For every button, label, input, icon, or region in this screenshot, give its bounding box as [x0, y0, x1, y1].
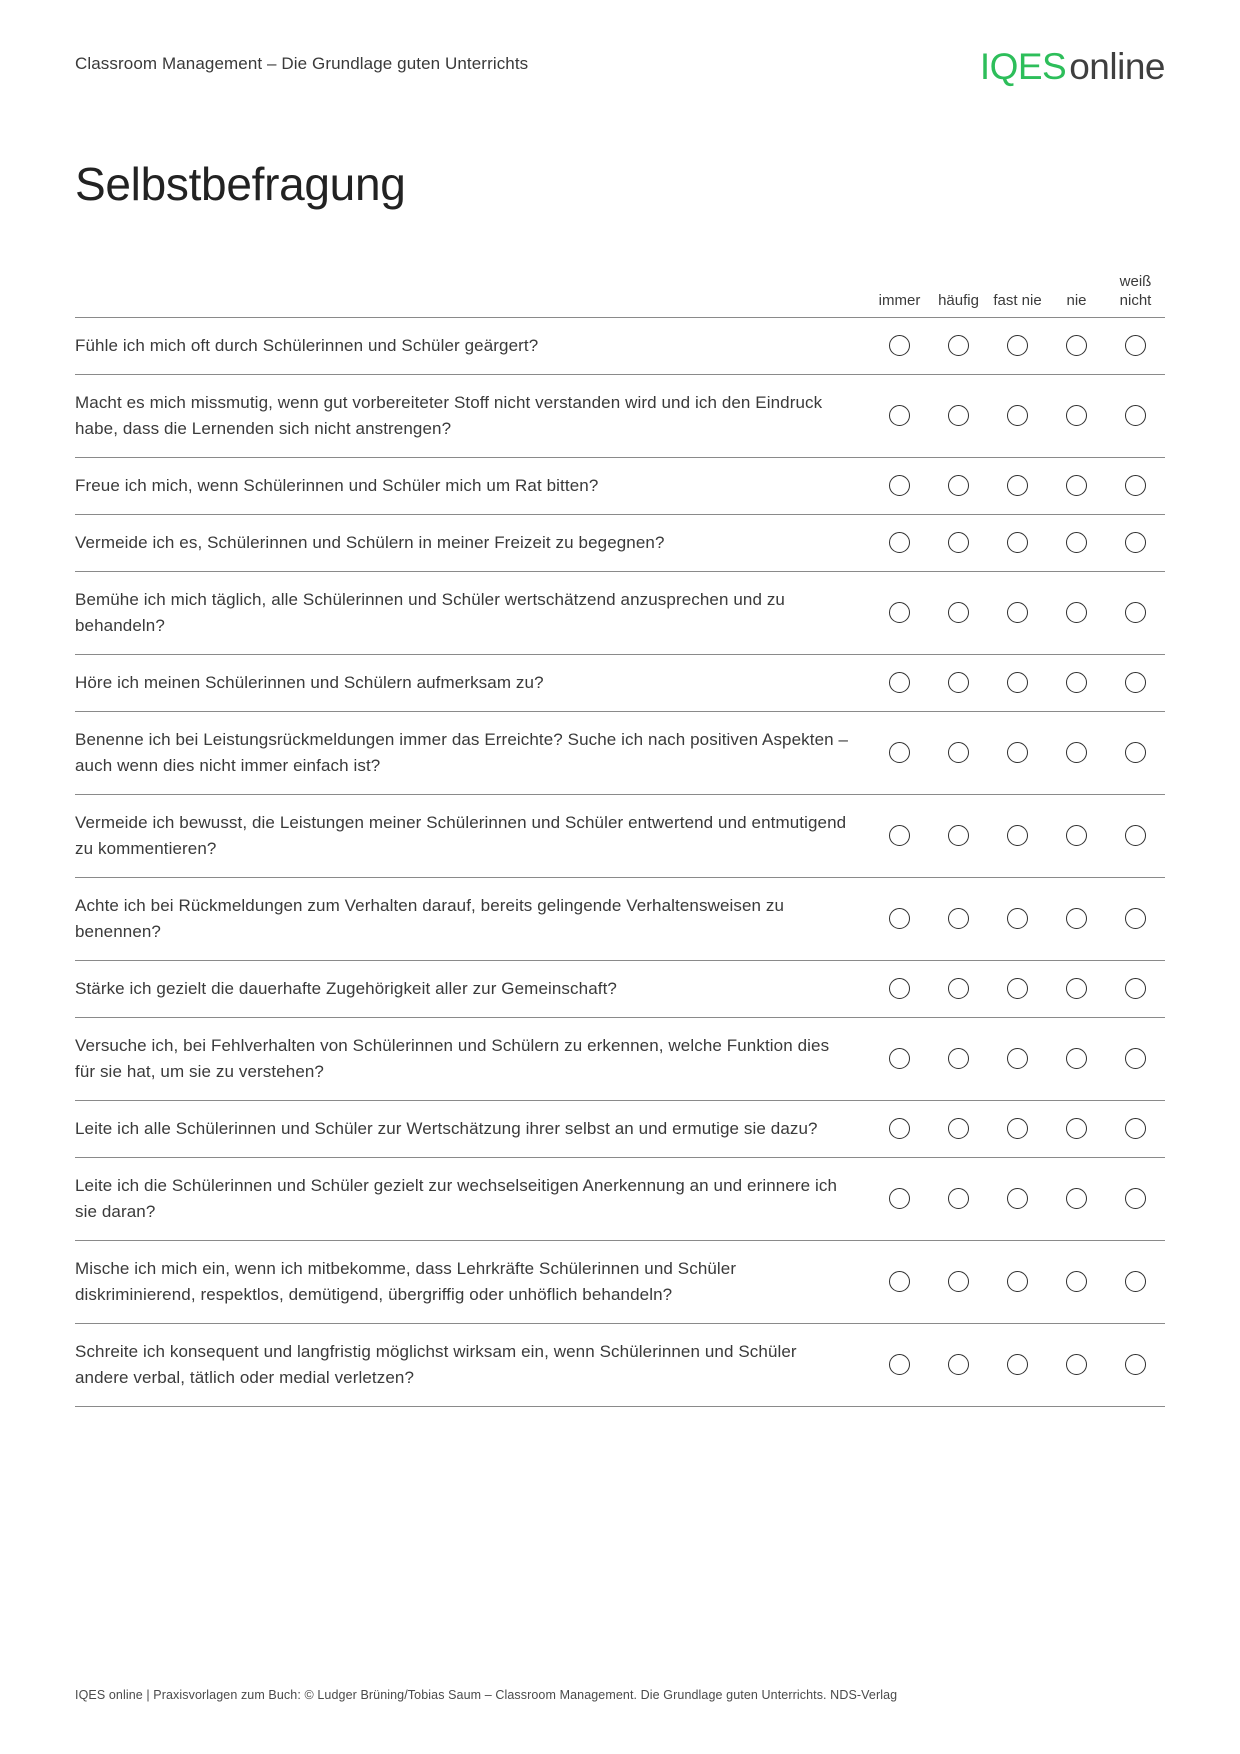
radio-circle[interactable]	[1125, 672, 1146, 693]
answer-cell-immer	[870, 405, 929, 426]
answer-cell-nie	[1047, 825, 1106, 846]
answer-cell-h-ufig	[929, 825, 988, 846]
radio-circle[interactable]	[1007, 978, 1028, 999]
radio-circle[interactable]	[1007, 475, 1028, 496]
answer-cell-h-ufig	[929, 908, 988, 929]
radio-circle[interactable]	[1007, 1188, 1028, 1209]
answer-cell-immer	[870, 1048, 929, 1069]
radio-circle[interactable]	[948, 405, 969, 426]
radio-circle[interactable]	[1007, 335, 1028, 356]
answer-cell-wei-nicht	[1106, 1188, 1165, 1209]
answer-cell-immer	[870, 825, 929, 846]
table-row	[75, 655, 1165, 712]
radio-circle[interactable]	[889, 742, 910, 763]
radio-circle[interactable]	[1007, 1354, 1028, 1375]
answer-cell-immer	[870, 742, 929, 763]
scale-label-fast-nie: fast nie	[993, 291, 1042, 309]
table-row	[75, 318, 1165, 375]
radio-circle[interactable]	[1007, 1048, 1028, 1069]
radio-circle[interactable]	[1125, 405, 1146, 426]
radio-circle[interactable]	[948, 602, 969, 623]
answer-cell-h-ufig	[929, 475, 988, 496]
table-row	[75, 878, 1165, 961]
radio-circle[interactable]	[948, 908, 969, 929]
table-row	[75, 458, 1165, 515]
answer-cell-h-ufig	[929, 1354, 988, 1375]
question-text: Stärke ich gezielt die dauerhafte Zugehörigkeit aller zur Gemeinschaft?	[75, 978, 617, 998]
radio-circle[interactable]	[1125, 742, 1146, 763]
answer-cell-fast-nie	[988, 672, 1047, 693]
radio-circle[interactable]	[1007, 1271, 1028, 1292]
answer-cell-nie	[1047, 672, 1106, 693]
answer-cell-h-ufig	[929, 335, 988, 356]
radio-circle[interactable]	[1066, 825, 1087, 846]
answer-cell-h-ufig	[929, 532, 988, 553]
radio-circle[interactable]	[1125, 1118, 1146, 1139]
radio-circle[interactable]	[1125, 908, 1146, 929]
radio-circle[interactable]	[948, 335, 969, 356]
answer-cell-wei-nicht	[1106, 335, 1165, 356]
radio-circle[interactable]	[948, 742, 969, 763]
answer-cell-immer	[870, 908, 929, 929]
answer-cell-wei-nicht	[1106, 672, 1165, 693]
answer-cell-fast-nie	[988, 602, 1047, 623]
radio-circle[interactable]	[889, 1048, 910, 1069]
radio-circle[interactable]	[1007, 825, 1028, 846]
answer-cell-fast-nie	[988, 335, 1047, 356]
radio-circle[interactable]	[1125, 602, 1146, 623]
radio-circle[interactable]	[1066, 1048, 1087, 1069]
answer-cell-wei-nicht	[1106, 602, 1165, 623]
answer-cell-h-ufig	[929, 1188, 988, 1209]
answer-cell-immer	[870, 532, 929, 553]
table-row	[75, 375, 1165, 458]
radio-circle[interactable]	[889, 602, 910, 623]
answer-cell-nie	[1047, 1271, 1106, 1292]
answer-cell-fast-nie	[988, 405, 1047, 426]
radio-circle[interactable]	[889, 1188, 910, 1209]
radio-circle[interactable]	[1066, 405, 1087, 426]
radio-circle[interactable]	[1007, 405, 1028, 426]
answer-cell-wei-nicht	[1106, 978, 1165, 999]
answer-cell-h-ufig	[929, 405, 988, 426]
logo-text-online: online	[1069, 46, 1165, 87]
iqes-online-logo	[980, 48, 1165, 85]
answer-cell-h-ufig	[929, 1271, 988, 1292]
radio-circle[interactable]	[1066, 602, 1087, 623]
answer-cell-fast-nie	[988, 978, 1047, 999]
radio-circle[interactable]	[889, 978, 910, 999]
answer-cell-wei-nicht	[1106, 1048, 1165, 1069]
answer-cell-immer	[870, 602, 929, 623]
answer-cell-h-ufig	[929, 602, 988, 623]
answer-cell-h-ufig	[929, 1118, 988, 1139]
radio-circle[interactable]	[948, 1188, 969, 1209]
answer-cell-fast-nie	[988, 1271, 1047, 1292]
radio-circle[interactable]	[948, 978, 969, 999]
page-title: Selbstbefragung	[75, 158, 406, 210]
answer-cell-nie	[1047, 602, 1106, 623]
radio-circle[interactable]	[889, 1271, 910, 1292]
radio-circle[interactable]	[1066, 742, 1087, 763]
question-text: Versuche ich, bei Fehlverhalten von Schülerinnen und Schülern zu erkennen, welche Funktion dies für sie hat, um sie zu verstehen?	[75, 1035, 830, 1081]
radio-circle[interactable]	[1125, 1188, 1146, 1209]
table-row	[75, 1101, 1165, 1158]
document-topbar	[75, 48, 1165, 85]
answer-cell-h-ufig	[929, 672, 988, 693]
answer-cell-immer	[870, 475, 929, 496]
answer-cell-h-ufig	[929, 978, 988, 999]
radio-circle[interactable]	[1066, 1271, 1087, 1292]
answer-cell-nie	[1047, 908, 1106, 929]
radio-circle[interactable]	[1066, 1188, 1087, 1209]
radio-circle[interactable]	[1125, 532, 1146, 553]
answer-cell-wei-nicht	[1106, 825, 1165, 846]
radio-circle[interactable]	[1007, 908, 1028, 929]
radio-circle[interactable]	[889, 1118, 910, 1139]
table-row	[75, 1158, 1165, 1241]
answer-cell-fast-nie	[988, 1354, 1047, 1375]
answer-cell-nie	[1047, 1354, 1106, 1375]
answer-cell-nie	[1047, 405, 1106, 426]
radio-circle[interactable]	[889, 405, 910, 426]
radio-circle[interactable]	[1125, 475, 1146, 496]
survey-table	[75, 273, 1165, 1407]
question-text: Höre ich meinen Schülerinnen und Schülern aufmerksam zu?	[75, 672, 544, 692]
scale-label-immer: immer	[878, 291, 921, 309]
radio-circle[interactable]	[948, 475, 969, 496]
table-row	[75, 1324, 1165, 1407]
radio-circle[interactable]	[948, 1271, 969, 1292]
scale-label-nie: nie	[1066, 291, 1087, 309]
radio-circle[interactable]	[1125, 1048, 1146, 1069]
radio-circle[interactable]	[1066, 672, 1087, 693]
radio-circle[interactable]	[889, 335, 910, 356]
answer-cell-fast-nie	[988, 532, 1047, 553]
answer-cell-immer	[870, 1118, 929, 1139]
answer-cell-fast-nie	[988, 825, 1047, 846]
question-text: Achte ich bei Rückmeldungen zum Verhalten darauf, bereits gelingende Verhaltensweisen zu benennen?	[75, 895, 785, 941]
radio-circle[interactable]	[948, 1048, 969, 1069]
radio-circle[interactable]	[1125, 978, 1146, 999]
question-text: Bemühe ich mich täglich, alle Schülerinnen und Schüler wertschätzend anzusprechen und zu behandeln?	[75, 589, 785, 635]
radio-circle[interactable]	[1007, 742, 1028, 763]
radio-circle[interactable]	[1066, 1354, 1087, 1375]
footer-text: IQES online | Praxisvorlagen zum Buch: © Ludger Brüning/Tobias Saum – Classroom Management. Die Grundlage guten Unterrichts. NDS-Verlag	[75, 1688, 898, 1702]
radio-circle[interactable]	[948, 532, 969, 553]
question-text: Leite ich alle Schülerinnen und Schüler zur Wertschätzung ihrer selbst an und ermutige sie dazu?	[75, 1118, 818, 1138]
table-row	[75, 712, 1165, 795]
table-row	[75, 1241, 1165, 1324]
radio-circle[interactable]	[889, 475, 910, 496]
radio-circle[interactable]	[1007, 672, 1028, 693]
answer-cell-nie	[1047, 532, 1106, 553]
radio-circle[interactable]	[889, 908, 910, 929]
answer-cell-fast-nie	[988, 475, 1047, 496]
answer-cell-wei-nicht	[1106, 475, 1165, 496]
answer-cell-wei-nicht	[1106, 1271, 1165, 1292]
radio-circle[interactable]	[1007, 602, 1028, 623]
answer-cell-immer	[870, 1271, 929, 1292]
question-text: Vermeide ich bewusst, die Leistungen meiner Schülerinnen und Schüler entwertend und entmutigend zu kommentieren?	[75, 812, 847, 858]
radio-circle[interactable]	[1125, 1354, 1146, 1375]
answer-cell-wei-nicht	[1106, 532, 1165, 553]
answer-cell-fast-nie	[988, 1188, 1047, 1209]
radio-circle[interactable]	[889, 825, 910, 846]
answer-cell-h-ufig	[929, 1048, 988, 1069]
document-header-text: Classroom Management – Die Grundlage guten Unterrichts	[75, 54, 529, 73]
radio-circle[interactable]	[1066, 335, 1087, 356]
answer-cell-nie	[1047, 335, 1106, 356]
answer-cell-h-ufig	[929, 742, 988, 763]
radio-circle[interactable]	[1066, 1118, 1087, 1139]
survey-table-header	[75, 273, 1165, 318]
question-text: Schreite ich konsequent und langfristig möglichst wirksam ein, wenn Schülerinnen und Schüler andere verbal, tätlich oder medial verletzen?	[75, 1341, 797, 1387]
table-row	[75, 572, 1165, 655]
radio-circle[interactable]	[948, 672, 969, 693]
survey-table-body	[75, 318, 1165, 1407]
radio-circle[interactable]	[1007, 532, 1028, 553]
table-row	[75, 795, 1165, 878]
radio-circle[interactable]	[1125, 335, 1146, 356]
question-text: Leite ich die Schülerinnen und Schüler gezielt zur wechselseitigen Anerkennung an und erinnere ich sie daran?	[75, 1175, 838, 1221]
answer-cell-nie	[1047, 1118, 1106, 1139]
radio-circle[interactable]	[1007, 1118, 1028, 1139]
answer-cell-nie	[1047, 475, 1106, 496]
answer-cell-immer	[870, 1188, 929, 1209]
question-text: Vermeide ich es, Schülerinnen und Schülern in meiner Freizeit zu begegnen?	[75, 532, 665, 552]
radio-circle[interactable]	[889, 1354, 910, 1375]
scale-label-h-ufig: häufig	[938, 291, 979, 309]
answer-cell-wei-nicht	[1106, 1118, 1165, 1139]
answer-cell-nie	[1047, 1048, 1106, 1069]
radio-circle[interactable]	[948, 1354, 969, 1375]
answer-cell-wei-nicht	[1106, 742, 1165, 763]
radio-circle[interactable]	[1066, 532, 1087, 553]
question-text: Macht es mich missmutig, wenn gut vorbereiteter Stoff nicht verstanden wird und ich den Eindruck habe, dass die Lernenden sich nicht anstrengen?	[75, 392, 823, 438]
question-text: Benenne ich bei Leistungsrückmeldungen immer das Erreichte? Suche ich nach positiven Aspekten – auch wenn dies nicht immer einfach ist?	[75, 729, 849, 775]
table-row	[75, 515, 1165, 572]
question-text: Freue ich mich, wenn Schülerinnen und Schüler mich um Rat bitten?	[75, 475, 599, 495]
answer-cell-nie	[1047, 1188, 1106, 1209]
logo-text-iqes: IQES	[979, 46, 1067, 87]
answer-cell-immer	[870, 978, 929, 999]
question-text: Mische ich mich ein, wenn ich mitbekomme, dass Lehrkräfte Schülerinnen und Schüler diskriminierend, respektlos, demütigend, übergriffig oder unhöflich behandeln?	[75, 1258, 737, 1304]
scale-label-wei-nicht: weiß nicht	[1119, 273, 1152, 309]
answer-cell-fast-nie	[988, 1048, 1047, 1069]
answer-cell-immer	[870, 672, 929, 693]
answer-cell-immer	[870, 335, 929, 356]
radio-circle[interactable]	[948, 825, 969, 846]
radio-circle[interactable]	[1125, 1271, 1146, 1292]
radio-circle[interactable]	[889, 532, 910, 553]
answer-cell-wei-nicht	[1106, 1354, 1165, 1375]
radio-circle[interactable]	[1066, 475, 1087, 496]
answer-cell-immer	[870, 1354, 929, 1375]
radio-circle[interactable]	[1066, 908, 1087, 929]
answer-cell-wei-nicht	[1106, 405, 1165, 426]
answer-cell-nie	[1047, 742, 1106, 763]
radio-circle[interactable]	[1125, 825, 1146, 846]
answer-cell-fast-nie	[988, 742, 1047, 763]
radio-circle[interactable]	[1066, 978, 1087, 999]
question-text: Fühle ich mich oft durch Schülerinnen und Schüler geärgert?	[75, 335, 539, 355]
answer-cell-fast-nie	[988, 908, 1047, 929]
table-row	[75, 961, 1165, 1018]
answer-cell-nie	[1047, 978, 1106, 999]
answer-cell-fast-nie	[988, 1118, 1047, 1139]
radio-circle[interactable]	[889, 672, 910, 693]
radio-circle[interactable]	[948, 1118, 969, 1139]
answer-cell-wei-nicht	[1106, 908, 1165, 929]
table-row	[75, 1018, 1165, 1101]
